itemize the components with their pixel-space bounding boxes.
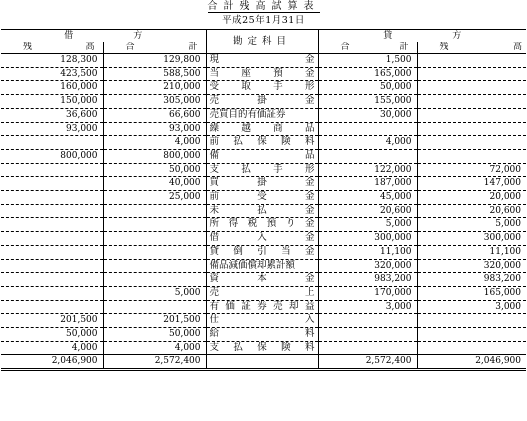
debit-total-cell <box>103 218 206 232</box>
debit-balance-cell: 423,500 <box>1 67 103 81</box>
debit-balance-cell <box>1 163 103 177</box>
debit-balance-cell <box>1 191 103 205</box>
account-name-char: 越 <box>241 122 251 134</box>
account-name-char: 価 <box>225 300 235 312</box>
credit-total-cell: 5,000 <box>318 218 417 232</box>
account-name-char: 備 <box>209 149 220 161</box>
debit-total-cell: 50,000 <box>103 328 206 342</box>
account-name-cell <box>206 191 318 205</box>
account-name-char: 入 <box>304 314 315 326</box>
credit-total-cell: 50,000 <box>318 81 417 95</box>
debit-total-cell: 129,800 <box>103 54 206 68</box>
account-name-cell <box>206 245 318 259</box>
account-name-char: 料 <box>304 136 315 148</box>
account-name-char: 売 <box>209 95 220 107</box>
debit-balance-header: 残 高 <box>1 42 103 54</box>
account-name-char: 預 <box>266 218 277 230</box>
account-name-cell <box>206 136 318 150</box>
debit-total-cell <box>103 232 206 246</box>
credit-balance-cell: 983,200 <box>417 273 526 287</box>
credit-total-cell: 1,500 <box>318 54 417 68</box>
table-row <box>1 218 526 232</box>
account-name-cell <box>206 177 318 191</box>
table-row <box>1 259 526 273</box>
account-name-cell <box>206 122 318 136</box>
account-name-char: 引 <box>257 245 267 257</box>
credit-total-cell: 4,000 <box>318 136 417 150</box>
account-name-char: 品 <box>304 122 315 134</box>
credit-balance-cell: 72,000 <box>417 163 526 177</box>
account-name-char: 備品減価償却累計額 <box>209 259 296 271</box>
credit-balance-cell <box>417 328 526 342</box>
credit-balance-cell <box>417 108 526 122</box>
credit-total-header: 合 計 <box>318 42 417 54</box>
credit-total-cell: 983,200 <box>318 273 417 287</box>
credit-total-cell: 11,100 <box>318 245 417 259</box>
account-name-char: 座 <box>241 67 251 79</box>
credit-balance-cell: 5,000 <box>417 218 526 232</box>
account-name-char: 保 <box>257 341 267 353</box>
credit-balance-cell: 320,000 <box>417 259 526 273</box>
account-name-char: 売 <box>273 300 283 312</box>
account-name-cell <box>206 67 318 81</box>
credit-total-cell <box>318 328 417 342</box>
debit-balance-cell <box>1 273 103 287</box>
credit-balance-cell: 300,000 <box>417 232 526 246</box>
credit-balance-cell: 165,000 <box>417 286 526 300</box>
debit-balance-cell: 93,000 <box>1 122 103 136</box>
credit-balance-cell <box>417 341 526 355</box>
account-name-char: 売 <box>209 286 220 298</box>
credit-total-cell: 165,000 <box>318 67 417 81</box>
account-name-char: 借 <box>209 232 220 244</box>
account-name-cell <box>206 149 318 163</box>
account-name-cell <box>206 163 318 177</box>
account-name-char: 払 <box>233 136 243 148</box>
account-name-char: 当 <box>209 67 220 79</box>
account-name-cell <box>206 328 318 342</box>
account-name-char: 金 <box>304 232 315 244</box>
account-name-char: 掛 <box>257 177 267 189</box>
table-row <box>1 341 526 355</box>
credit-total-cell: 30,000 <box>318 108 417 122</box>
account-name-char: 券 <box>257 300 267 312</box>
table-row <box>1 108 526 122</box>
credit-total-cell <box>318 122 417 136</box>
credit-balance-cell <box>417 67 526 81</box>
account-name-char: 支 <box>209 163 220 175</box>
credit-balance-cell <box>417 136 526 150</box>
debit-balance-cell: 36,600 <box>1 108 103 122</box>
account-name-char: 金 <box>304 95 315 107</box>
table-row <box>1 328 526 342</box>
account-name-cell <box>206 314 318 328</box>
account-name-char: 金 <box>304 245 315 257</box>
debit-balance-cell <box>1 300 103 314</box>
account-name-char: 仕 <box>209 314 220 326</box>
debit-total-cell: 50,000 <box>103 163 206 177</box>
account-name-cell <box>206 204 318 218</box>
account-name-char: 本 <box>257 273 267 285</box>
debit-balance-cell <box>1 232 103 246</box>
credit-total-cell: 3,000 <box>318 300 417 314</box>
account-name-char: 手 <box>273 163 283 175</box>
account-name-char: 取 <box>241 81 251 93</box>
credit-total-cell: 122,000 <box>318 163 417 177</box>
account-name-char: 金 <box>304 218 315 230</box>
table-row <box>1 122 526 136</box>
debit-total-cell: 201,500 <box>103 314 206 328</box>
account-name-cell <box>206 81 318 95</box>
debit-total-header: 合 計 <box>103 42 206 54</box>
debit-balance-cell <box>1 245 103 259</box>
account-name-char: 金 <box>304 67 315 79</box>
debit-total-cell: 66,600 <box>103 108 206 122</box>
credit-total-cell <box>318 149 417 163</box>
table-row <box>1 67 526 81</box>
table-row <box>1 232 526 246</box>
account-name-char: 現 <box>209 54 220 65</box>
credit-balance-cell: 11,100 <box>417 245 526 259</box>
debit-balance-cell <box>1 136 103 150</box>
account-name-char: 掛 <box>257 95 267 107</box>
account-name-char: 受 <box>209 81 220 93</box>
debit-balance-cell: 128,300 <box>1 54 103 68</box>
debit-balance-cell: 150,000 <box>1 95 103 109</box>
credit-balance-cell <box>417 149 526 163</box>
account-name-cell <box>206 54 318 68</box>
debit-total-cell <box>103 204 206 218</box>
debit-total-cell: 4,000 <box>103 136 206 150</box>
account-name-char: 入 <box>257 232 267 244</box>
credit-balance-cell <box>417 95 526 109</box>
totals-row <box>1 355 526 370</box>
debit-balance-cell <box>1 204 103 218</box>
debit-total-cell: 25,000 <box>103 191 206 205</box>
table-row <box>1 81 526 95</box>
title-text: 合計残高試算表 <box>207 1 320 12</box>
table-row <box>1 314 526 328</box>
debit-balance-cell <box>1 177 103 191</box>
account-name-char: 金 <box>304 191 315 203</box>
credit-balance-cell <box>417 81 526 95</box>
debit-total-cell: 5,000 <box>103 286 206 300</box>
account-name-char: 預 <box>273 67 283 79</box>
credit-total-cell <box>318 314 417 328</box>
credit-balance-cell: 20,600 <box>417 204 526 218</box>
debit-balance-cell: 4,000 <box>1 341 103 355</box>
account-name-char: 手 <box>273 81 283 93</box>
account-name-cell <box>206 286 318 300</box>
credit-header: 貸 方 <box>318 30 526 43</box>
account-name-char: 貸 <box>209 245 220 257</box>
debit-balance-cell <box>1 286 103 300</box>
debit-total-cell <box>103 259 206 273</box>
debit-total-cell <box>103 245 206 259</box>
debit-total-total: 2,572,400 <box>103 355 206 370</box>
credit-total-cell: 300,000 <box>318 232 417 246</box>
credit-balance-cell: 20,000 <box>417 191 526 205</box>
table-row <box>1 149 526 163</box>
credit-total-cell: 155,000 <box>318 95 417 109</box>
credit-total-cell: 170,000 <box>318 286 417 300</box>
account-name-char: 険 <box>281 136 291 148</box>
credit-total-cell: 20,600 <box>318 204 417 218</box>
account-name-char: 金 <box>304 54 315 65</box>
account-name-cell <box>206 300 318 314</box>
account-name-char: 売買目的有価証券 <box>209 108 286 120</box>
account-name-char: 金 <box>304 204 315 216</box>
credit-balance-cell <box>417 122 526 136</box>
account-name-cell <box>206 273 318 287</box>
account-name-char: 前 <box>209 191 220 203</box>
account-name-char: 上 <box>304 286 315 298</box>
table-row <box>1 191 526 205</box>
account-name-cell <box>206 259 318 273</box>
account-name-cell <box>206 218 318 232</box>
credit-balance-cell <box>417 314 526 328</box>
debit-balance-total: 2,046,900 <box>1 355 103 370</box>
debit-balance-cell: 201,500 <box>1 314 103 328</box>
account-name-char: 当 <box>281 245 291 257</box>
debit-total-cell: 800,000 <box>103 149 206 163</box>
account-name-char: 支 <box>209 341 220 353</box>
account-name-char: 有 <box>209 300 220 312</box>
account-name-char: 前 <box>209 136 220 148</box>
account-name-cell <box>206 108 318 122</box>
table-row <box>1 286 526 300</box>
table-row <box>1 245 526 259</box>
account-name-cell <box>206 232 318 246</box>
account-name-char: 受 <box>257 191 267 203</box>
account-name-char: 払 <box>241 163 251 175</box>
debit-balance-cell <box>1 218 103 232</box>
account-name-char: 料 <box>304 341 315 353</box>
account-name-char: 品 <box>304 149 315 161</box>
account-name-char: 払 <box>233 341 243 353</box>
debit-total-cell <box>103 273 206 287</box>
account-name-char: 形 <box>304 163 315 175</box>
debit-balance-cell <box>1 259 103 273</box>
debit-total-cell: 93,000 <box>103 122 206 136</box>
debit-total-cell <box>103 300 206 314</box>
account-name-char: 繰 <box>209 122 220 134</box>
account-name-char: 形 <box>304 81 315 93</box>
account-name-char: 金 <box>304 177 315 189</box>
table-row <box>1 177 526 191</box>
credit-balance-cell: 147,000 <box>417 177 526 191</box>
account-name-char: 益 <box>304 300 315 312</box>
debit-balance-cell: 800,000 <box>1 149 103 163</box>
account-name-char: 払 <box>257 204 267 216</box>
account-name-char: り <box>285 218 296 230</box>
document-title <box>0 1 527 13</box>
account-name-char: 給 <box>209 328 220 340</box>
account-name-char: 買 <box>209 177 220 189</box>
debit-balance-cell: 160,000 <box>1 81 103 95</box>
credit-balance-cell: 3,000 <box>417 300 526 314</box>
account-name-char: 税 <box>247 218 258 230</box>
credit-total-cell: 320,000 <box>318 259 417 273</box>
account-name-char: 商 <box>273 122 283 134</box>
table-row <box>1 95 526 109</box>
account-name-cell <box>206 341 318 355</box>
credit-balance-total: 2,046,900 <box>417 355 526 370</box>
account-name-char: 金 <box>304 273 315 285</box>
debit-total-cell: 588,500 <box>103 67 206 81</box>
debit-total-cell: 305,000 <box>103 95 206 109</box>
table-row <box>1 163 526 177</box>
account-name-char: 倒 <box>233 245 243 257</box>
account-name-char: 証 <box>241 300 251 312</box>
debit-total-cell: 4,000 <box>103 341 206 355</box>
account-header: 勘定科目 <box>206 30 318 54</box>
table-row <box>1 300 526 314</box>
credit-total-total: 2,572,400 <box>318 355 417 370</box>
account-name-char: 却 <box>289 300 299 312</box>
table-row <box>1 136 526 150</box>
account-name-char: 保 <box>257 136 267 148</box>
account-total-blank <box>206 355 318 370</box>
document-date: 平成25年1月31日 <box>222 15 305 26</box>
account-name-cell <box>206 95 318 109</box>
table-row <box>1 54 526 68</box>
account-name-char: 険 <box>281 341 291 353</box>
table-row <box>1 204 526 218</box>
account-name-char: 未 <box>209 204 220 216</box>
account-name-char: 得 <box>228 218 239 230</box>
account-name-char: 料 <box>304 328 315 340</box>
credit-total-cell: 45,000 <box>318 191 417 205</box>
debit-total-cell: 210,000 <box>103 81 206 95</box>
table-row <box>1 273 526 287</box>
credit-balance-header: 残 高 <box>417 42 526 54</box>
debit-total-cell: 40,000 <box>103 177 206 191</box>
trial-balance-table <box>1 29 526 371</box>
account-name-char: 所 <box>209 218 220 230</box>
credit-total-cell: 187,000 <box>318 177 417 191</box>
table-body <box>1 54 526 370</box>
credit-balance-cell <box>417 54 526 68</box>
debit-balance-cell: 50,000 <box>1 328 103 342</box>
credit-total-cell <box>318 341 417 355</box>
debit-header: 借 方 <box>1 30 206 43</box>
account-name-char: 資 <box>209 273 220 285</box>
